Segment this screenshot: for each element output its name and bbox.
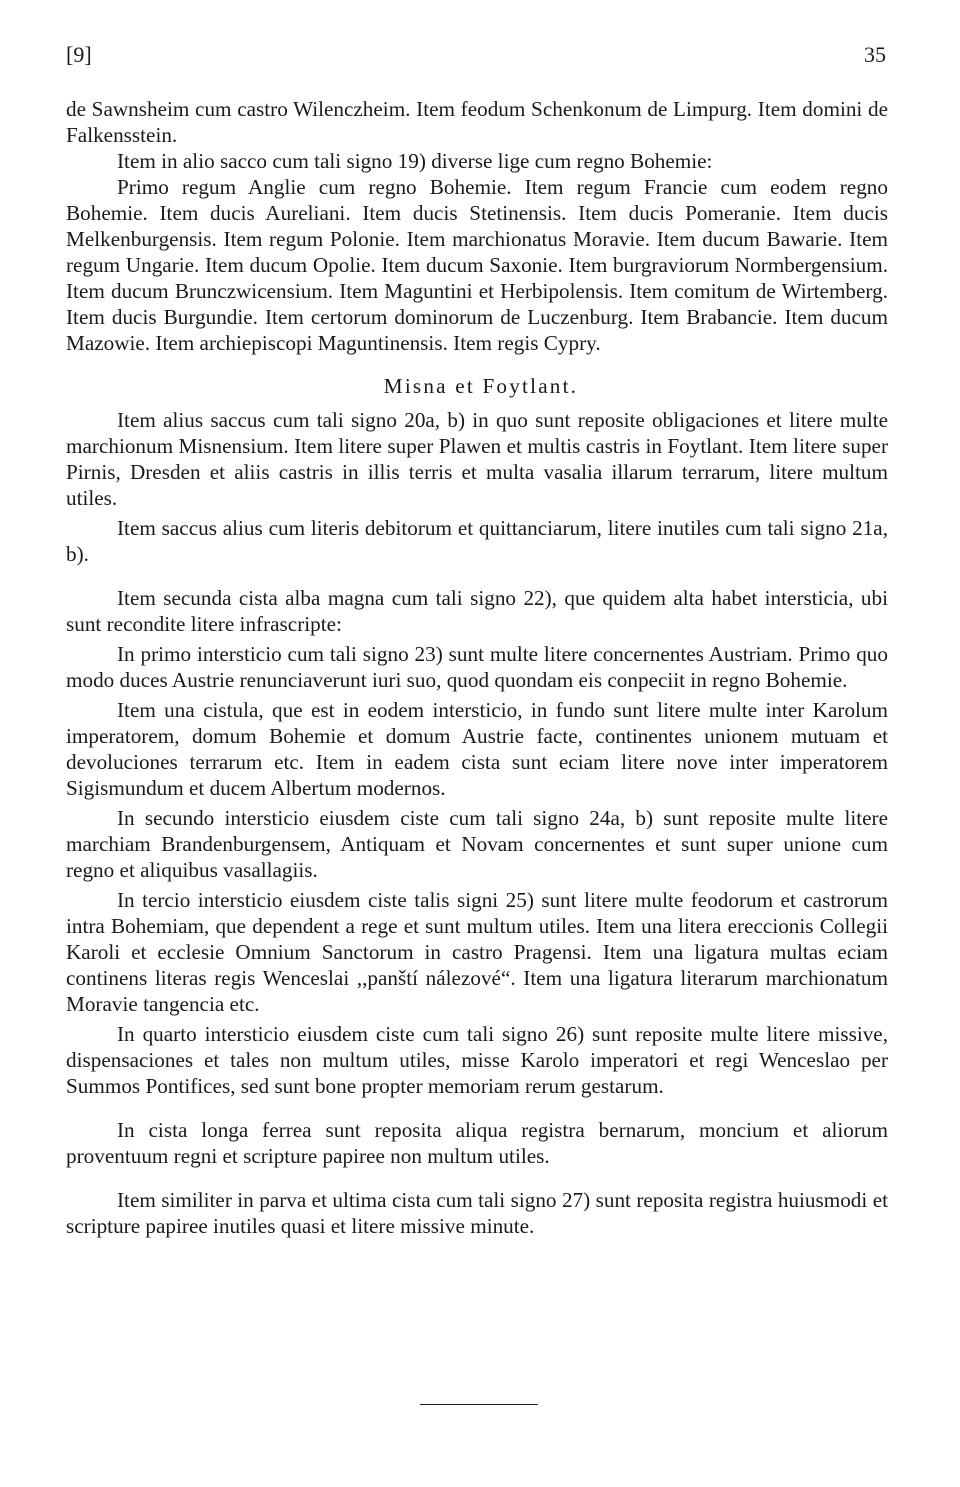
page-header <box>66 42 886 72</box>
paragraph: Item saccus alius cum literis debitorum et quittanciarum, litere inutiles cum tali signo 21a, b). <box>66 516 888 566</box>
paragraph: In cista longa ferrea sunt reposita aliqua registra bernarum, moncium et aliorum proventuum regni et scripture papiree non multum utiles. <box>66 1118 888 1168</box>
section-heading: Misna et Foytlant. <box>383 374 579 398</box>
paragraph: Primo regum Anglie cum regno Bohemie. Item regum Francie cum eodem regno Bohemie. Item ducis Aureliani. Item ducis Stetinensis. Item ducis Pomeranie. Item ducis Melkenburgensis. Item regum Polonie. Item marchionatus Moravie. Item ducum Bawarie. Item regum Ungarie. Item ducum Opolie. Item ducum Saxonie. Item burgraviorum Normbergensium. Item ducum Brunczwicensium. Item Maguntini et Herbipolensis. Item comitum de Wirtemberg. Item ducis Burgundie. Item certorum dominorum de Luczenburg. Item Brabancie. Item ducum Mazowie. Item archiepiscopi Maguntinensis. Item regis Cypry. <box>66 175 888 355</box>
paragraph: Item similiter in parva et ultima cista cum tali signo 27) sunt reposita registra huiusmodi et scripture papiree inutiles quasi et litere missive minute. <box>66 1188 888 1238</box>
paragraph: In primo intersticio cum tali signo 23) sunt multe litere concernentes Austriam. Primo quo modo duces Austrie renunciaverunt iuri suo, quod quondam eis conpeciit in regno Bohemie. <box>66 642 888 692</box>
section-mark: [9] <box>66 42 92 67</box>
paragraph: In quarto intersticio eiusdem ciste cum tali signo 26) sunt reposite multe litere missive, dispensaciones et tales non multum utiles, misse Karolo imperatori et regi Wenceslao per Summos Pontifices, sed sunt bone propter memoriam rerum gestarum. <box>66 1022 888 1098</box>
document-body <box>66 96 888 1239</box>
closing-rule <box>420 1404 538 1405</box>
paragraph: Item secunda cista alba magna cum tali signo 22), que quidem alta habet intersticia, ubi sunt recondite litere infrascripte: <box>66 586 888 636</box>
paragraph: de Sawnsheim cum castro Wilenczheim. Item feodum Schenkonum de Limpurg. Item domini de Falkensstein. <box>66 97 888 147</box>
page-number: 35 <box>864 42 886 67</box>
paragraph: Item in alio sacco cum tali signo 19) diverse lige cum regno Bohemie: <box>117 149 713 173</box>
paragraph: Item una cistula, que est in eodem intersticio, in fundo sunt litere multe inter Karolum imperatorem, domum Bohemie et domum Austrie facte, continentes unionem mutuam et devoluciones terrarum etc. Item in eadem cista sunt eciam litere nove inter imperatorem Sigismundum et ducem Albertum modernos. <box>66 698 888 800</box>
paragraph: In secundo intersticio eiusdem ciste cum tali signo 24a, b) sunt reposite multe litere marchiam Brandenburgensem, Antiquam et Novam concernentes et sunt super unione cum regno et aliquibus vasallagiis. <box>66 806 888 882</box>
paragraph: Item alius saccus cum tali signo 20a, b) in quo sunt reposite obligaciones et litere multe marchionum Misnensium. Item litere super Plawen et multis castris in Foytlant. Item litere super Pirnis, Dresden et aliis castris in illis terris et multa vasalia illarum terrarum, litere multum utiles. <box>66 408 888 510</box>
paragraph: In tercio intersticio eiusdem ciste talis signi 25) sunt litere multe feodorum et castrorum intra Bohemiam, que dependent a rege et sunt multum utiles. Item una litera ereccionis Collegii Karoli et ecclesie Omnium Sanctorum in castro Pragensi. Item una ligatura multas eciam continens literas regis Wenceslai ,,panští nálezové“. Item una ligatura literarum marchionatum Moravie tangencia etc. <box>66 888 888 1016</box>
